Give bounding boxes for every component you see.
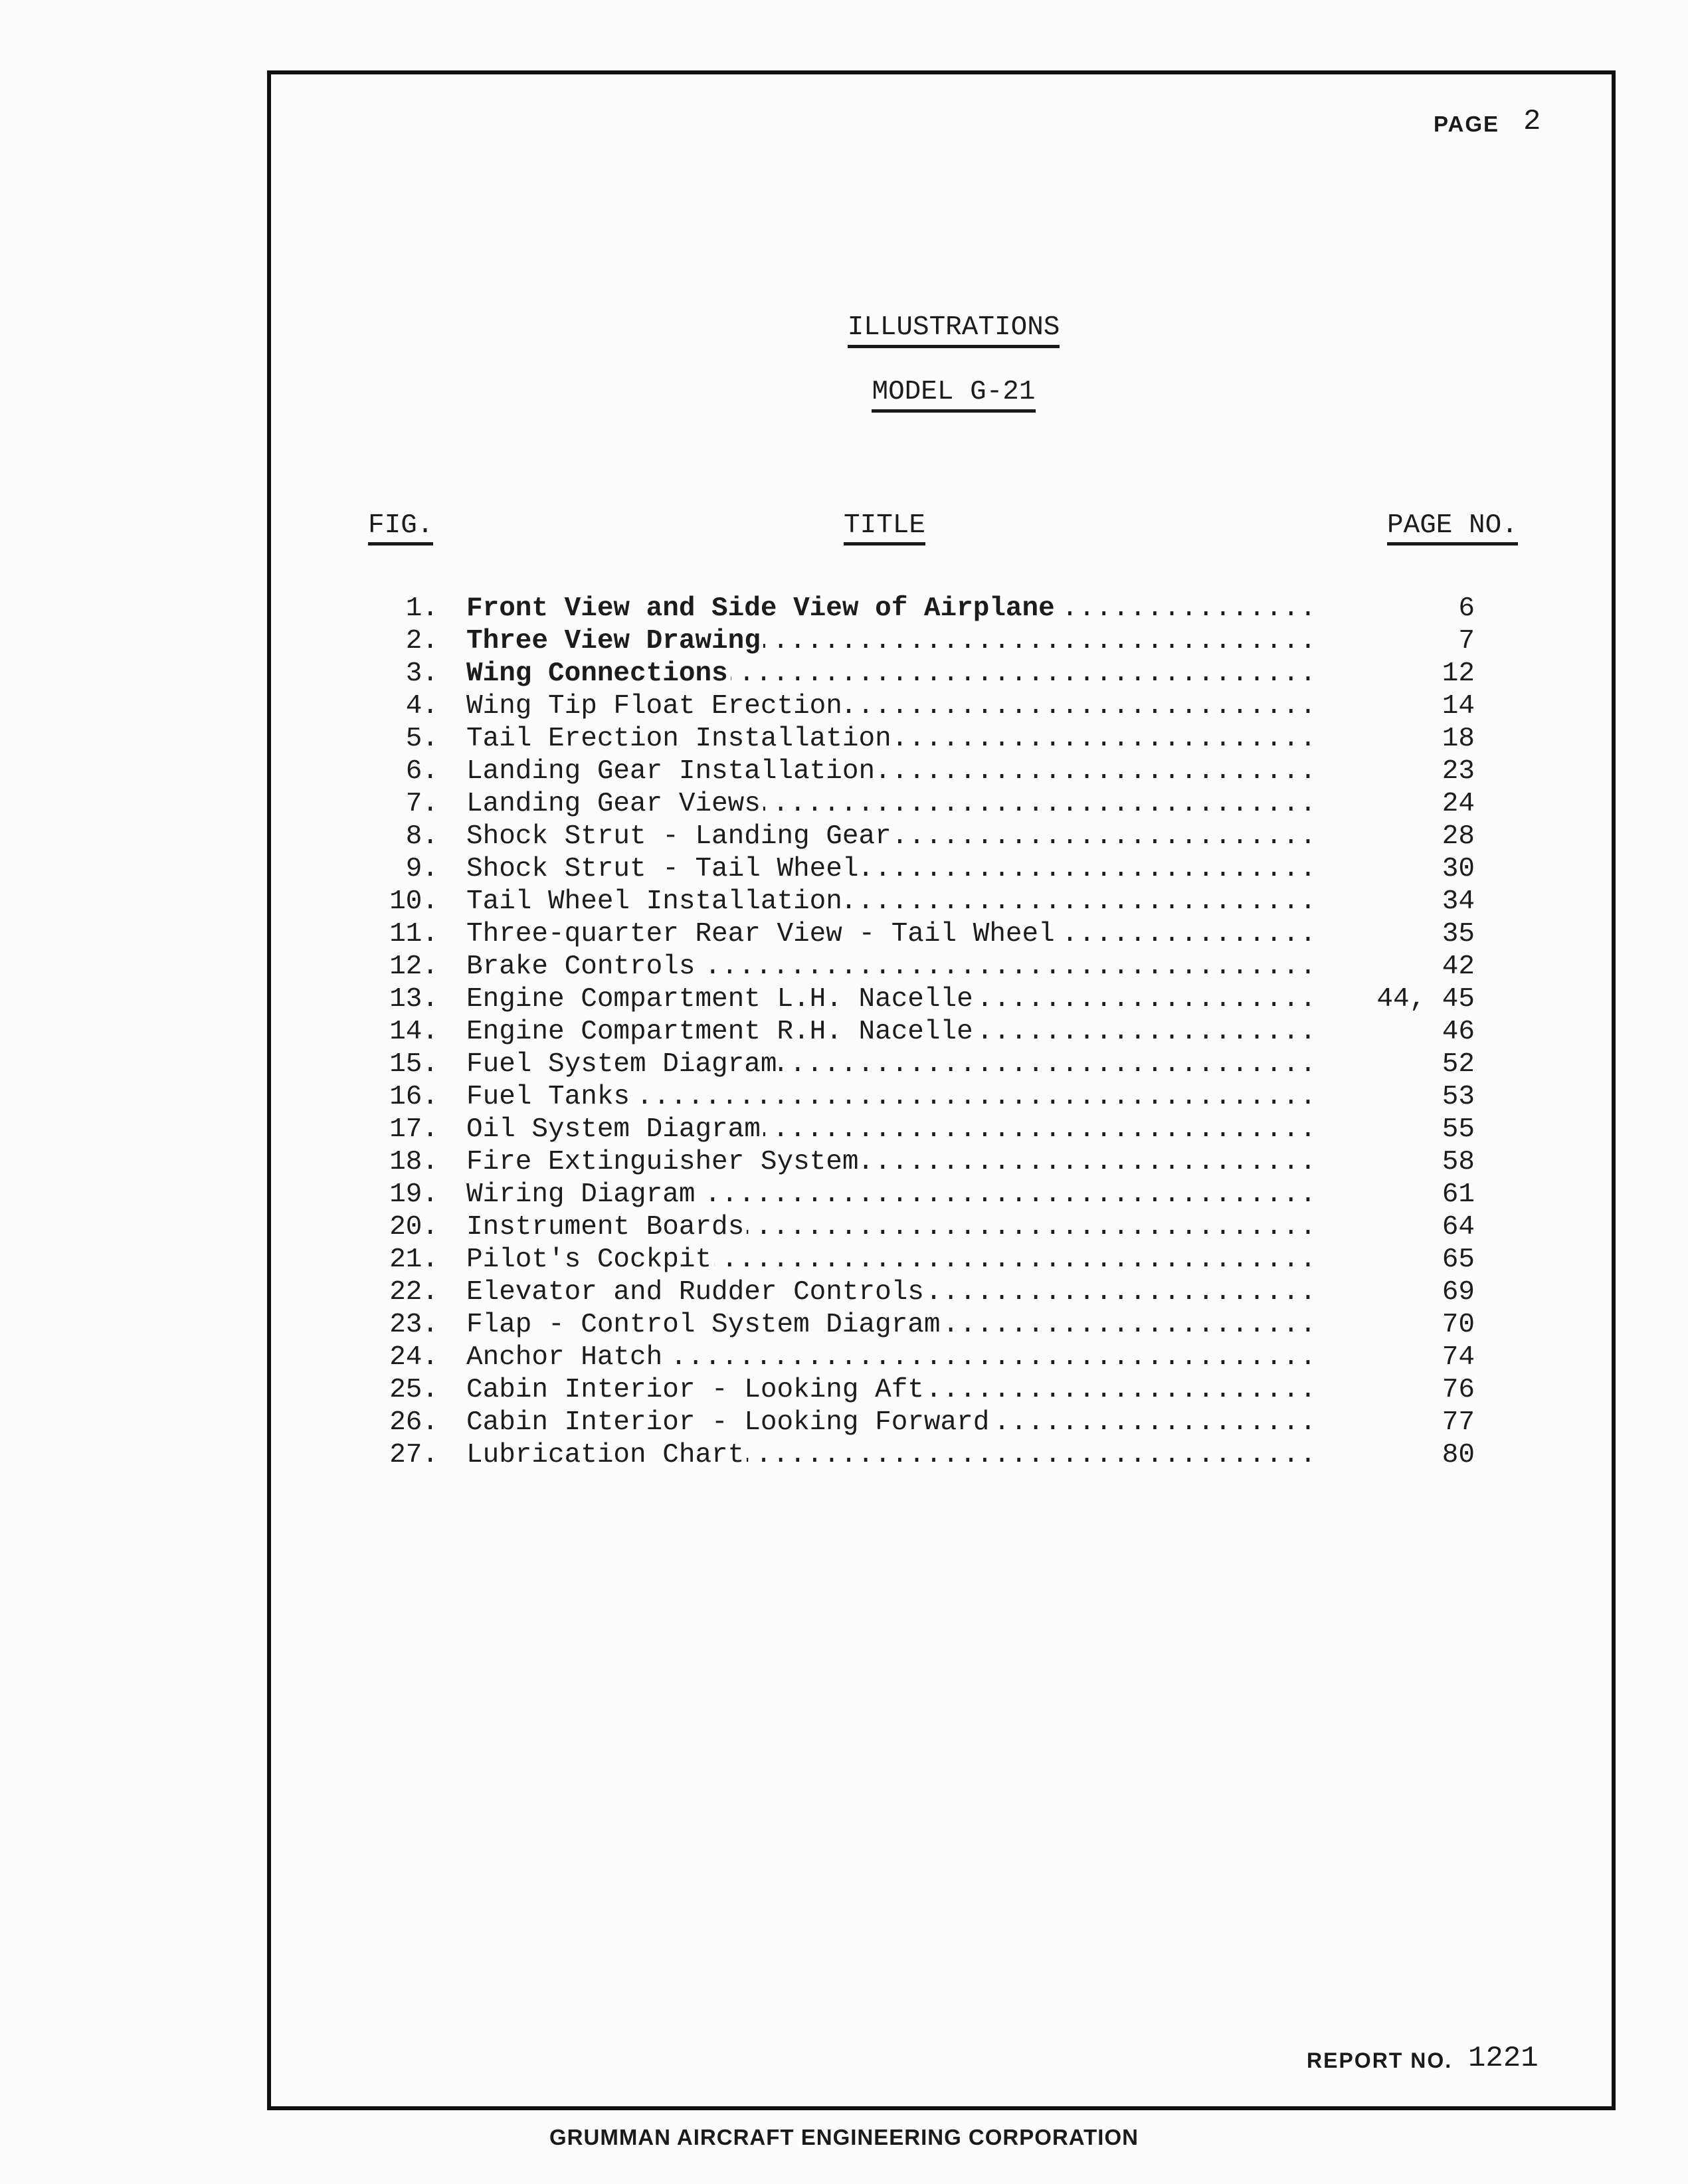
figure-title <box>466 1048 1317 1081</box>
list-item <box>372 1309 1475 1341</box>
figure-title <box>466 1374 1317 1407</box>
figure-title-text: Front View and Side View of Airplane <box>466 593 1058 624</box>
figure-number: 25. <box>389 1375 438 1405</box>
figure-number: 21. <box>389 1244 438 1275</box>
list-item <box>372 918 1475 951</box>
figure-title-text: Wing Connections <box>466 658 731 689</box>
figure-title-text: Engine Compartment L.H. Nacelle <box>466 984 976 1015</box>
figure-title <box>466 886 1317 918</box>
figure-title-text: Lubrication Chart <box>466 1440 747 1470</box>
figure-page: 42 <box>1442 951 1475 982</box>
figure-title <box>466 1016 1317 1048</box>
list-item <box>372 723 1475 755</box>
list-item <box>372 1374 1475 1407</box>
figure-number: 20. <box>389 1212 438 1242</box>
column-header-fig <box>368 510 433 546</box>
figure-page: 23 <box>1442 756 1475 787</box>
figure-number: 17. <box>389 1114 438 1145</box>
report-number: 1221 <box>1468 2042 1539 2075</box>
figure-title-text: Elevator and Rudder Controls <box>466 1277 927 1308</box>
figure-title-text: Engine Compartment R.H. Nacelle <box>466 1017 976 1047</box>
figure-page: 69 <box>1442 1277 1475 1308</box>
figure-title <box>466 593 1317 625</box>
figure-page: 12 <box>1442 658 1475 689</box>
footer-company: GRUMMAN AIRCRAFT ENGINEERING CORPORATION <box>549 2125 1139 2149</box>
figure-title <box>466 1146 1317 1179</box>
list-item <box>372 1146 1475 1179</box>
figure-title <box>466 755 1317 788</box>
list-item <box>372 1048 1475 1081</box>
list-item <box>372 1114 1475 1146</box>
figure-title <box>466 1081 1317 1114</box>
figure-page: 70 <box>1442 1310 1475 1340</box>
figure-title-text: Cabin Interior - Looking Aft <box>466 1375 927 1405</box>
list-item <box>372 886 1475 918</box>
figure-number: 6. <box>405 756 438 787</box>
list-item <box>372 821 1475 853</box>
figure-title-text: Wiring Diagram <box>466 1179 698 1210</box>
document-subtitle <box>110 377 1688 413</box>
list-item <box>372 625 1475 658</box>
list-item <box>372 1341 1475 1374</box>
figure-number: 9. <box>405 854 438 884</box>
figure-number: 2. <box>405 626 438 656</box>
figure-title <box>466 1114 1317 1146</box>
figure-title-text: Landing Gear Views <box>466 789 763 819</box>
figure-page: 80 <box>1442 1440 1475 1470</box>
figure-title <box>466 1341 1317 1374</box>
figure-number: 12. <box>389 951 438 982</box>
list-item <box>372 1016 1475 1048</box>
document-title-text: ILLUSTRATIONS <box>848 312 1060 348</box>
column-header-fig-text: FIG. <box>368 510 433 546</box>
list-item <box>372 788 1475 821</box>
illustrations-list <box>372 593 1475 1472</box>
list-item <box>372 1244 1475 1276</box>
list-item <box>372 1211 1475 1244</box>
list-item <box>372 983 1475 1016</box>
figure-page: 44, 45 <box>1376 984 1475 1015</box>
list-item <box>372 658 1475 690</box>
figure-title-text: Wing Tip Float Erection <box>466 691 845 722</box>
figure-number: 7. <box>405 789 438 819</box>
page-number: 2 <box>1523 105 1541 138</box>
figure-title-text: Landing Gear Installation <box>466 756 878 787</box>
column-header-page-no-text: PAGE NO. <box>1387 510 1518 546</box>
figure-number: 27. <box>389 1440 438 1470</box>
figure-number: 3. <box>405 658 438 689</box>
figure-title-text: Flap - Control System Diagram <box>466 1310 943 1340</box>
figure-number: 4. <box>405 691 438 722</box>
figure-number: 15. <box>389 1049 438 1080</box>
figure-title <box>466 821 1317 853</box>
document-subtitle-text: MODEL G-21 <box>872 377 1035 413</box>
figure-title <box>466 918 1317 951</box>
figure-title-text: Fuel System Diagram <box>466 1049 779 1080</box>
list-item <box>372 853 1475 886</box>
figure-page: 76 <box>1442 1375 1475 1405</box>
figure-title <box>466 1439 1317 1472</box>
figure-title-text: Three View Drawing <box>466 626 763 656</box>
figure-page: 28 <box>1442 821 1475 852</box>
figure-title <box>466 1179 1317 1211</box>
figure-page: 46 <box>1442 1017 1475 1047</box>
figure-number: 10. <box>389 886 438 917</box>
figure-number: 23. <box>389 1310 438 1340</box>
figure-page: 7 <box>1458 626 1475 656</box>
figure-page: 64 <box>1442 1212 1475 1242</box>
figure-title-text: Tail Erection Installation <box>466 724 894 754</box>
figure-title-text: Anchor Hatch <box>466 1342 665 1373</box>
figure-title-text: Three-quarter Rear View - Tail Wheel <box>466 919 1058 949</box>
figure-number: 1. <box>405 593 438 624</box>
figure-title <box>466 1407 1317 1439</box>
column-header-title <box>844 510 925 546</box>
figure-title-text: Instrument Boards <box>466 1212 747 1242</box>
figure-title <box>466 1276 1317 1309</box>
list-item <box>372 1081 1475 1114</box>
figure-title <box>466 951 1317 983</box>
figure-page: 6 <box>1458 593 1475 624</box>
figure-page: 18 <box>1442 724 1475 754</box>
figure-title-text: Fire Extinguisher System <box>466 1147 862 1177</box>
figure-page: 65 <box>1442 1244 1475 1275</box>
figure-number: 26. <box>389 1407 438 1438</box>
figure-page: 61 <box>1442 1179 1475 1210</box>
list-item <box>372 593 1475 625</box>
figure-page: 53 <box>1442 1082 1475 1112</box>
figure-page: 35 <box>1442 919 1475 949</box>
document-title <box>110 312 1688 348</box>
figure-page: 30 <box>1442 854 1475 884</box>
report-label: REPORT NO. <box>1307 2048 1453 2072</box>
figure-number: 18. <box>389 1147 438 1177</box>
figure-title-text: Pilot's Cockpit <box>466 1244 714 1275</box>
list-item <box>372 1179 1475 1211</box>
list-item <box>372 755 1475 788</box>
figure-page: 52 <box>1442 1049 1475 1080</box>
figure-title <box>466 853 1317 886</box>
figure-page: 24 <box>1442 789 1475 819</box>
figure-page: 74 <box>1442 1342 1475 1373</box>
list-item <box>372 1276 1475 1309</box>
figure-number: 11. <box>389 919 438 949</box>
figure-page: 14 <box>1442 691 1475 722</box>
figure-title <box>466 983 1317 1016</box>
figure-number: 13. <box>389 984 438 1015</box>
figure-page: 77 <box>1442 1407 1475 1438</box>
page-label: PAGE <box>1434 112 1500 136</box>
figure-page: 55 <box>1442 1114 1475 1145</box>
figure-title-text: Oil System Diagram <box>466 1114 763 1145</box>
figure-title <box>466 658 1317 690</box>
figure-title <box>466 625 1317 658</box>
figure-number: 14. <box>389 1017 438 1047</box>
list-item <box>372 690 1475 723</box>
column-header-page-no <box>1387 510 1518 546</box>
figure-title-text: Tail Wheel Installation <box>466 886 845 917</box>
figure-title-text: Fuel Tanks <box>466 1082 632 1112</box>
list-item <box>372 1407 1475 1439</box>
list-item <box>372 1439 1475 1472</box>
figure-title <box>466 1309 1317 1341</box>
list-item <box>372 951 1475 983</box>
figure-page: 34 <box>1442 886 1475 917</box>
figure-number: 24. <box>389 1342 438 1373</box>
figure-title-text: Shock Strut - Tail Wheel <box>466 854 862 884</box>
figure-title <box>466 1211 1317 1244</box>
figure-number: 19. <box>389 1179 438 1210</box>
figure-number: 8. <box>405 821 438 852</box>
column-header-title-text: TITLE <box>844 510 925 546</box>
figure-title <box>466 690 1317 723</box>
figure-title <box>466 788 1317 821</box>
figure-title-text: Brake Controls <box>466 951 698 982</box>
figure-number: 16. <box>389 1082 438 1112</box>
figure-title-text: Cabin Interior - Looking Forward <box>466 1407 992 1438</box>
figure-title <box>466 1244 1317 1276</box>
figure-number: 22. <box>389 1277 438 1308</box>
figure-title <box>466 723 1317 755</box>
figure-page: 58 <box>1442 1147 1475 1177</box>
figure-title-text: Shock Strut - Landing Gear <box>466 821 894 852</box>
figure-number: 5. <box>405 724 438 754</box>
